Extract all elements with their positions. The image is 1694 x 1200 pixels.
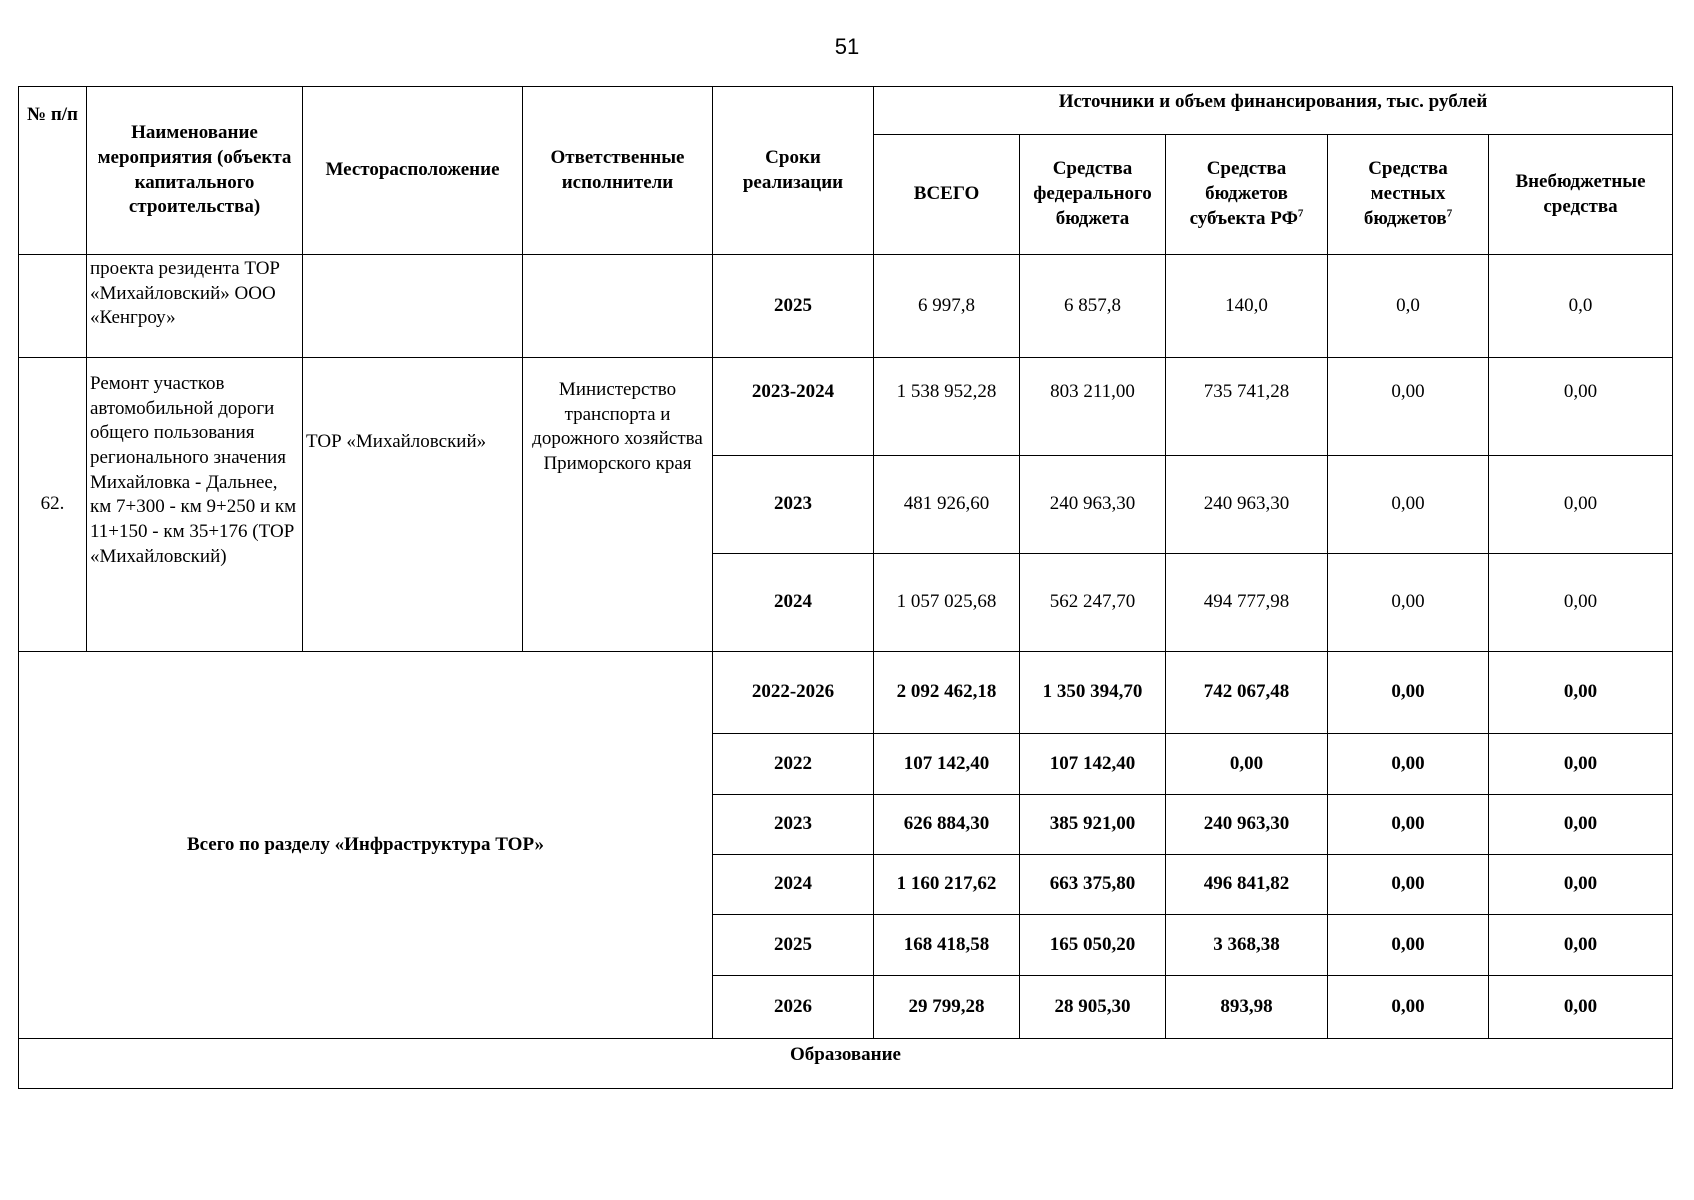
cell-value: 240 963,30: [1166, 795, 1328, 855]
cell-year: 2022: [713, 734, 874, 795]
table-row-section: [19, 1039, 1673, 1089]
cell-value: 0,00: [1328, 734, 1489, 795]
cell-value: 0,00: [1328, 554, 1489, 652]
cell-value: 168 418,58: [874, 915, 1020, 976]
cell-value: 0,00: [1328, 915, 1489, 976]
cell-num-empty: [19, 255, 87, 358]
cell-value: 28 905,30: [1020, 976, 1166, 1039]
cell-year: 2023: [713, 795, 874, 855]
cell-value: 1 160 217,62: [874, 855, 1020, 915]
cell-value: 742 067,48: [1166, 652, 1328, 734]
cell-executors-empty: [523, 255, 713, 358]
cell-item-executors: Министерство транспорта и дорожного хозяйства Приморского края: [523, 358, 713, 652]
cell-year: 2023: [713, 456, 874, 554]
header-federal: Средства федерального бюджета: [1020, 135, 1166, 255]
cell-value: 1 350 394,70: [1020, 652, 1166, 734]
section-title: Образование: [19, 1039, 1673, 1089]
cell-value: 1 057 025,68: [874, 554, 1020, 652]
cell-year: 2022-2026: [713, 652, 874, 734]
cell-value: 1 538 952,28: [874, 358, 1020, 456]
cell-value: 562 247,70: [1020, 554, 1166, 652]
financing-table: [18, 86, 1673, 1089]
cell-value: 0,00: [1328, 652, 1489, 734]
header-num: № п/п: [19, 87, 87, 255]
cell-value: 496 841,82: [1166, 855, 1328, 915]
cell-value: 0,00: [1328, 358, 1489, 456]
header-location: Месторасположение: [303, 87, 523, 255]
cell-value: 140,0: [1166, 255, 1328, 358]
cell-value: 385 921,00: [1020, 795, 1166, 855]
cell-value: 0,00: [1489, 358, 1673, 456]
table-row-continued: [19, 255, 1673, 358]
cell-value: 0,00: [1489, 456, 1673, 554]
cell-value: 0,00: [1489, 734, 1673, 795]
cell-value: 0,00: [1166, 734, 1328, 795]
cell-value: 0,00: [1489, 652, 1673, 734]
header-local-text: Средства местных бюджетов: [1363, 158, 1448, 229]
cell-year: 2025: [713, 255, 874, 358]
header-financing: Источники и объем финансирования, тыс. рублей: [874, 87, 1673, 135]
cell-value: 107 142,40: [874, 734, 1020, 795]
total-section-label: Всего по разделу «Инфраструктура ТОР»: [19, 652, 713, 1039]
header-local-footnote: 7: [1446, 207, 1453, 220]
cell-value: 0,00: [1328, 855, 1489, 915]
cell-value: 2 092 462,18: [874, 652, 1020, 734]
cell-year: 2023-2024: [713, 358, 874, 456]
cell-value: 0,00: [1489, 795, 1673, 855]
header-terms: Сроки реализации: [713, 87, 874, 255]
header-total: ВСЕГО: [874, 135, 1020, 255]
cell-value: 165 050,20: [1020, 915, 1166, 976]
header-local: [1328, 135, 1489, 255]
header-name: Наименование мероприятия (объекта капитального строительства): [87, 87, 303, 255]
cell-value: 240 963,30: [1020, 456, 1166, 554]
table-row-total-a: [19, 652, 1673, 734]
cell-value: 0,00: [1489, 554, 1673, 652]
header-executors: Ответственные исполнители: [523, 87, 713, 255]
cell-value: 481 926,60: [874, 456, 1020, 554]
table-row-62-a: [19, 358, 1673, 456]
cell-year: 2025: [713, 915, 874, 976]
cell-value: 6 997,8: [874, 255, 1020, 358]
cell-value: 803 211,00: [1020, 358, 1166, 456]
cell-value: 0,00: [1328, 976, 1489, 1039]
header-subject: [1166, 135, 1328, 255]
cell-value: 6 857,8: [1020, 255, 1166, 358]
cell-value: 0,00: [1489, 855, 1673, 915]
cell-item-location: ТОР «Михайловский»: [303, 358, 523, 652]
cell-value: 626 884,30: [874, 795, 1020, 855]
cell-year: 2024: [713, 855, 874, 915]
cell-value: 735 741,28: [1166, 358, 1328, 456]
page-number: 51: [834, 34, 860, 59]
cell-year: 2024: [713, 554, 874, 652]
cell-item-num: 62.: [19, 358, 87, 652]
header-subject-text: Средства бюджетов субъекта РФ: [1189, 158, 1298, 229]
cell-value: 0,0: [1489, 255, 1673, 358]
cell-value: 0,00: [1489, 976, 1673, 1039]
cell-item-name: Ремонт участков автомобильной дороги общего пользования регионального значения Михайловка - Дальнее, км 7+300 - км 9+250 и км 11+150 - км 35+176 (ТОР «Михайловский): [87, 358, 303, 652]
cell-continued-name: проекта резидента ТОР «Михайловский» ООО «Кенгроу»: [87, 255, 303, 358]
header-row-1: [19, 87, 1673, 135]
cell-value: 29 799,28: [874, 976, 1020, 1039]
cell-value: 0,00: [1328, 456, 1489, 554]
cell-value: 893,98: [1166, 976, 1328, 1039]
cell-value: 494 777,98: [1166, 554, 1328, 652]
cell-value: 107 142,40: [1020, 734, 1166, 795]
cell-value: 3 368,38: [1166, 915, 1328, 976]
header-extra: Внебюджетные средства: [1489, 135, 1673, 255]
cell-value: 0,0: [1328, 255, 1489, 358]
cell-value: 0,00: [1489, 915, 1673, 976]
header-subject-footnote: 7: [1297, 207, 1304, 220]
cell-value: 240 963,30: [1166, 456, 1328, 554]
cell-value: 0,00: [1328, 795, 1489, 855]
cell-year: 2026: [713, 976, 874, 1039]
cell-location-empty: [303, 255, 523, 358]
cell-value: 663 375,80: [1020, 855, 1166, 915]
